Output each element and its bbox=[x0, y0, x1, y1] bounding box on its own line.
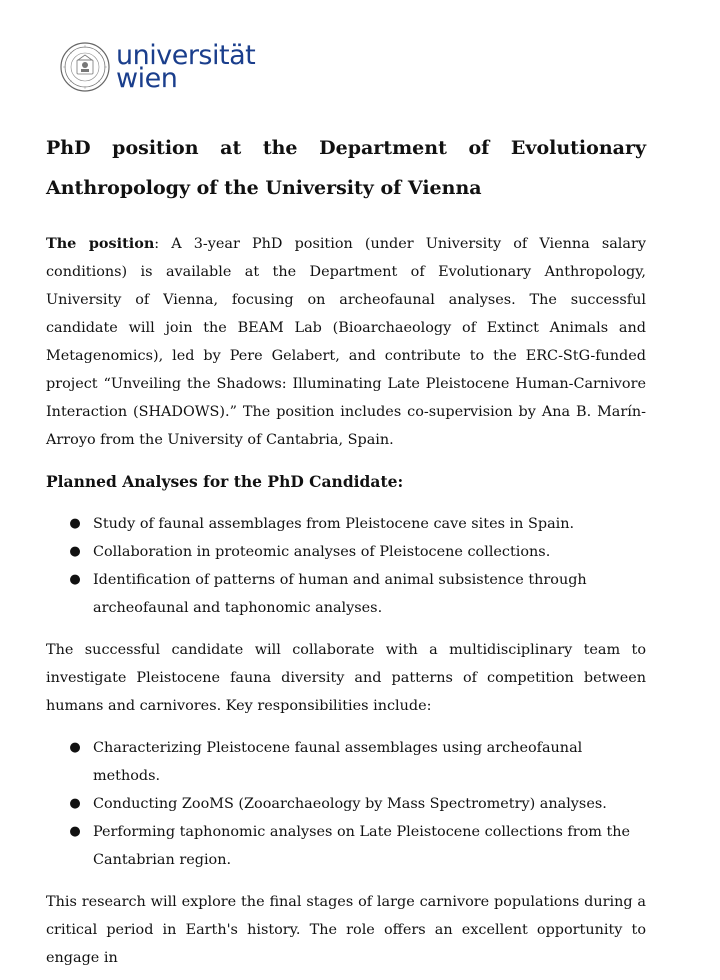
page-title bbox=[46, 128, 646, 208]
title-line-2: Anthropology of the University of Vienna bbox=[46, 177, 482, 199]
collaboration-paragraph: The successful candidate will collaborate with a multidisciplinary team to investigate Pleistocene fauna diversity and patterns of competition between humans and carnivores. Key responsibilities include: bbox=[46, 642, 646, 714]
list-item: ● Study of faunal assemblages from Pleistocene cave sites in Spain. bbox=[46, 510, 646, 538]
list-item: ● Collaboration in proteomic analyses of Pleistocene collections. bbox=[46, 538, 646, 566]
bullet-icon: ● bbox=[69, 824, 81, 839]
bullet-icon: ● bbox=[69, 572, 81, 587]
university-seal-icon bbox=[60, 42, 110, 92]
bullet-icon: ● bbox=[69, 544, 81, 559]
position-paragraph bbox=[46, 230, 646, 454]
logo-line-2: wien bbox=[116, 63, 178, 94]
research-paragraph: This research will explore the final stages of large carnivore populations during a critical period in Earth's history. The role offers an excellent opportunity to engage in bbox=[46, 894, 646, 966]
university-logo bbox=[60, 40, 256, 94]
logo-line-1: universität bbox=[116, 40, 256, 71]
bullet-icon: ● bbox=[69, 796, 81, 811]
list-item: ● Conducting ZooMS (Zooarchaeology by Mass Spectrometry) analyses. bbox=[46, 790, 646, 818]
planned-analyses-heading: Planned Analyses for the PhD Candidate: bbox=[46, 472, 404, 491]
bullet-icon: ● bbox=[69, 740, 81, 755]
position-text: : A 3-year PhD position (under University of Vienna salary conditions) is available at the Department of Evolutionary Anthropology, University of Vienna, focusing on archeofaunal analyses. The successful candidate will join the BEAM Lab (Bioarchaeology of Extinct Animals and Metagenomics), led by Pere Gelabert, and contribute to the ERC-StG-funded project “Unveiling the Shadows: Illuminating Late Pleistocene Human-Carnivore Interaction (SHADOWS).” The position includes co-supervision by Ana B. Marín-Arroyo from the University of Cantabria, Spain. bbox=[46, 236, 646, 448]
bullet-icon: ● bbox=[69, 516, 81, 531]
list-item: ● Identification of patterns of human and animal subsistence through archeofaunal and taphonomic analyses. bbox=[46, 566, 646, 622]
planned-analyses-list bbox=[46, 510, 646, 622]
logo-wordmark bbox=[116, 40, 256, 94]
responsibilities-list bbox=[46, 734, 646, 874]
list-item: ● Characterizing Pleistocene faunal assemblages using archeofaunal methods. bbox=[46, 734, 646, 790]
document-body bbox=[46, 128, 646, 972]
title-line-1: PhD position at the Department of Evolutionary bbox=[46, 137, 646, 159]
list-item: ● Performing taphonomic analyses on Late Pleistocene collections from the Cantabrian region. bbox=[46, 818, 646, 874]
position-label: The position bbox=[46, 235, 155, 252]
